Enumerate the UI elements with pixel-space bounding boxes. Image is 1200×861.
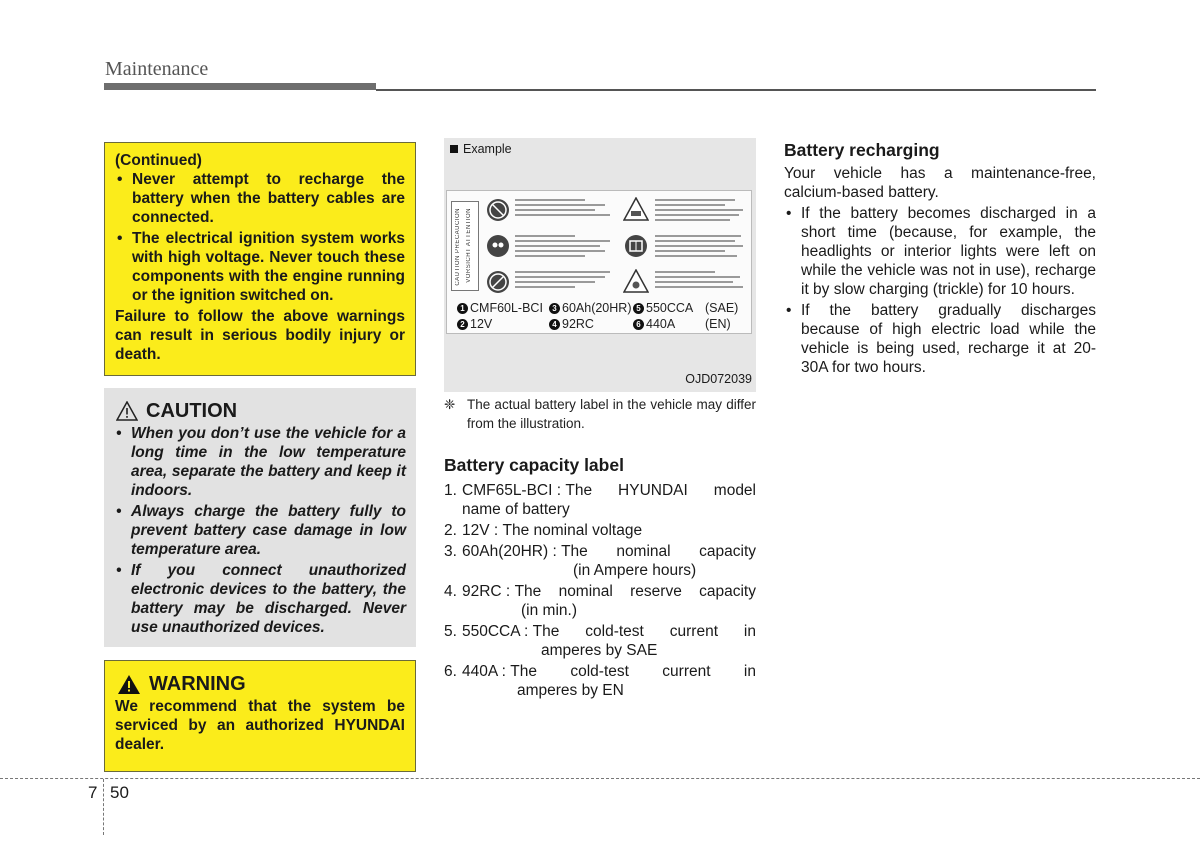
warning-box: [104, 660, 416, 772]
warning-text: We recommend that the system be serviced by an authorized HYUNDAI dealer.: [115, 698, 405, 753]
continued-bullet: • The electrical ignition system works with high voltage. Never touch these components with the engine running or the ignition switched on.: [117, 230, 405, 304]
figure-example-caption: Example: [450, 142, 512, 156]
note-mark-icon: ❈: [444, 397, 456, 412]
read-manual-icon: [625, 235, 647, 257]
continued-warning-box: [104, 142, 416, 376]
keep-from-children-icon: [487, 271, 509, 293]
figure-note: ❈ The actual battery label in the vehicle may differ from the illustration.: [444, 397, 756, 431]
capacity-list: [444, 481, 756, 702]
caution-bullet: • When you don’t use the vehicle for a long time in the low temperature area, separate the battery and keep it indoors.: [116, 425, 406, 499]
recharging-bullet: • If the battery gradually discharges because of high electric load while the vehicle is being used, recharge it at 20-30A for two hours.: [786, 302, 1096, 376]
capacity-item: 3. 60Ah(20HR) : The nominal capacity (in Ampere hours): [444, 543, 756, 579]
caution-bullet: • Always charge the battery fully to prevent battery case damage in low temperature area.: [116, 503, 406, 558]
battery-label-figure: [444, 138, 756, 392]
continued-bullet: • Never attempt to recharge the battery when the battery cables are connected.: [117, 171, 405, 226]
label-spec-row-1: 1 CMF60L-BCI 3 60Ah(20HR) 5 550CCA (SAE): [457, 301, 738, 315]
recharging-heading: Battery recharging: [784, 140, 940, 160]
caution-title: CAUTION: [114, 398, 406, 424]
capacity-item: 6. 440A : The cold-test current in amperes by EN: [444, 663, 756, 699]
recharging-bullet: • If the battery becomes discharged in a short time (because, for example, the headlights or interior lights were left on while the vehicle was not in use), recharge it by slow charging (trickle) for 10 hours.: [786, 205, 1096, 298]
caution-bullet: • If you connect unauthorized electronic devices to the battery, the battery may be discharged. Never use unauthorized devices.: [116, 562, 406, 636]
continued-bullets: [115, 170, 405, 305]
no-flame-icon: [487, 199, 509, 221]
recharging-bullets: [784, 204, 1096, 377]
page-header-title: Maintenance: [105, 58, 209, 80]
square-bullet-icon: [450, 145, 458, 153]
recharging-section: [784, 164, 1096, 379]
caution-triangle-icon: [116, 401, 138, 421]
capacity-heading: Battery capacity label: [444, 455, 624, 475]
warning-title: WARNING: [115, 671, 405, 697]
header-rule: [376, 89, 1096, 91]
recharging-intro: Your vehicle has a maintenance-free, calcium-based battery.: [784, 165, 1096, 201]
capacity-item: 2. 12V : The nominal voltage: [444, 522, 643, 539]
capacity-item: 1. CMF65L-BCI : The HYUNDAI model name of battery: [444, 482, 756, 518]
label-caution-strip: CAUTION PRECAUCION VORSICHT ATTENTION: [451, 201, 479, 291]
figure-code: OJD072039: [685, 372, 752, 386]
caution-bullets: [114, 424, 406, 637]
footer-rule: [0, 778, 1200, 779]
battery-label-illustration: [446, 190, 752, 334]
warning-triangle-icon: [117, 674, 141, 695]
continued-footer-text: Failure to follow the above warnings can result in serious bodily injury or death.: [115, 308, 405, 363]
label-spec-row-2: 2 12V 4 92RC 6 440A (EN): [457, 317, 731, 331]
explosive-hazard-icon: [623, 269, 649, 293]
footer-divider: [103, 779, 104, 835]
eye-protection-icon: [487, 235, 509, 257]
chapter-number: 7: [88, 783, 98, 802]
capacity-item: 5. 550CCA : The cold-test current in amperes by SAE: [444, 623, 756, 659]
caution-box: [104, 388, 416, 647]
continued-heading: (Continued): [115, 152, 202, 169]
page-number: 50: [110, 783, 129, 802]
acid-hazard-icon: [623, 197, 649, 221]
header-bar: [104, 83, 376, 90]
capacity-item: 4. 92RC : The nominal reserve capacity (in min.): [444, 583, 756, 619]
